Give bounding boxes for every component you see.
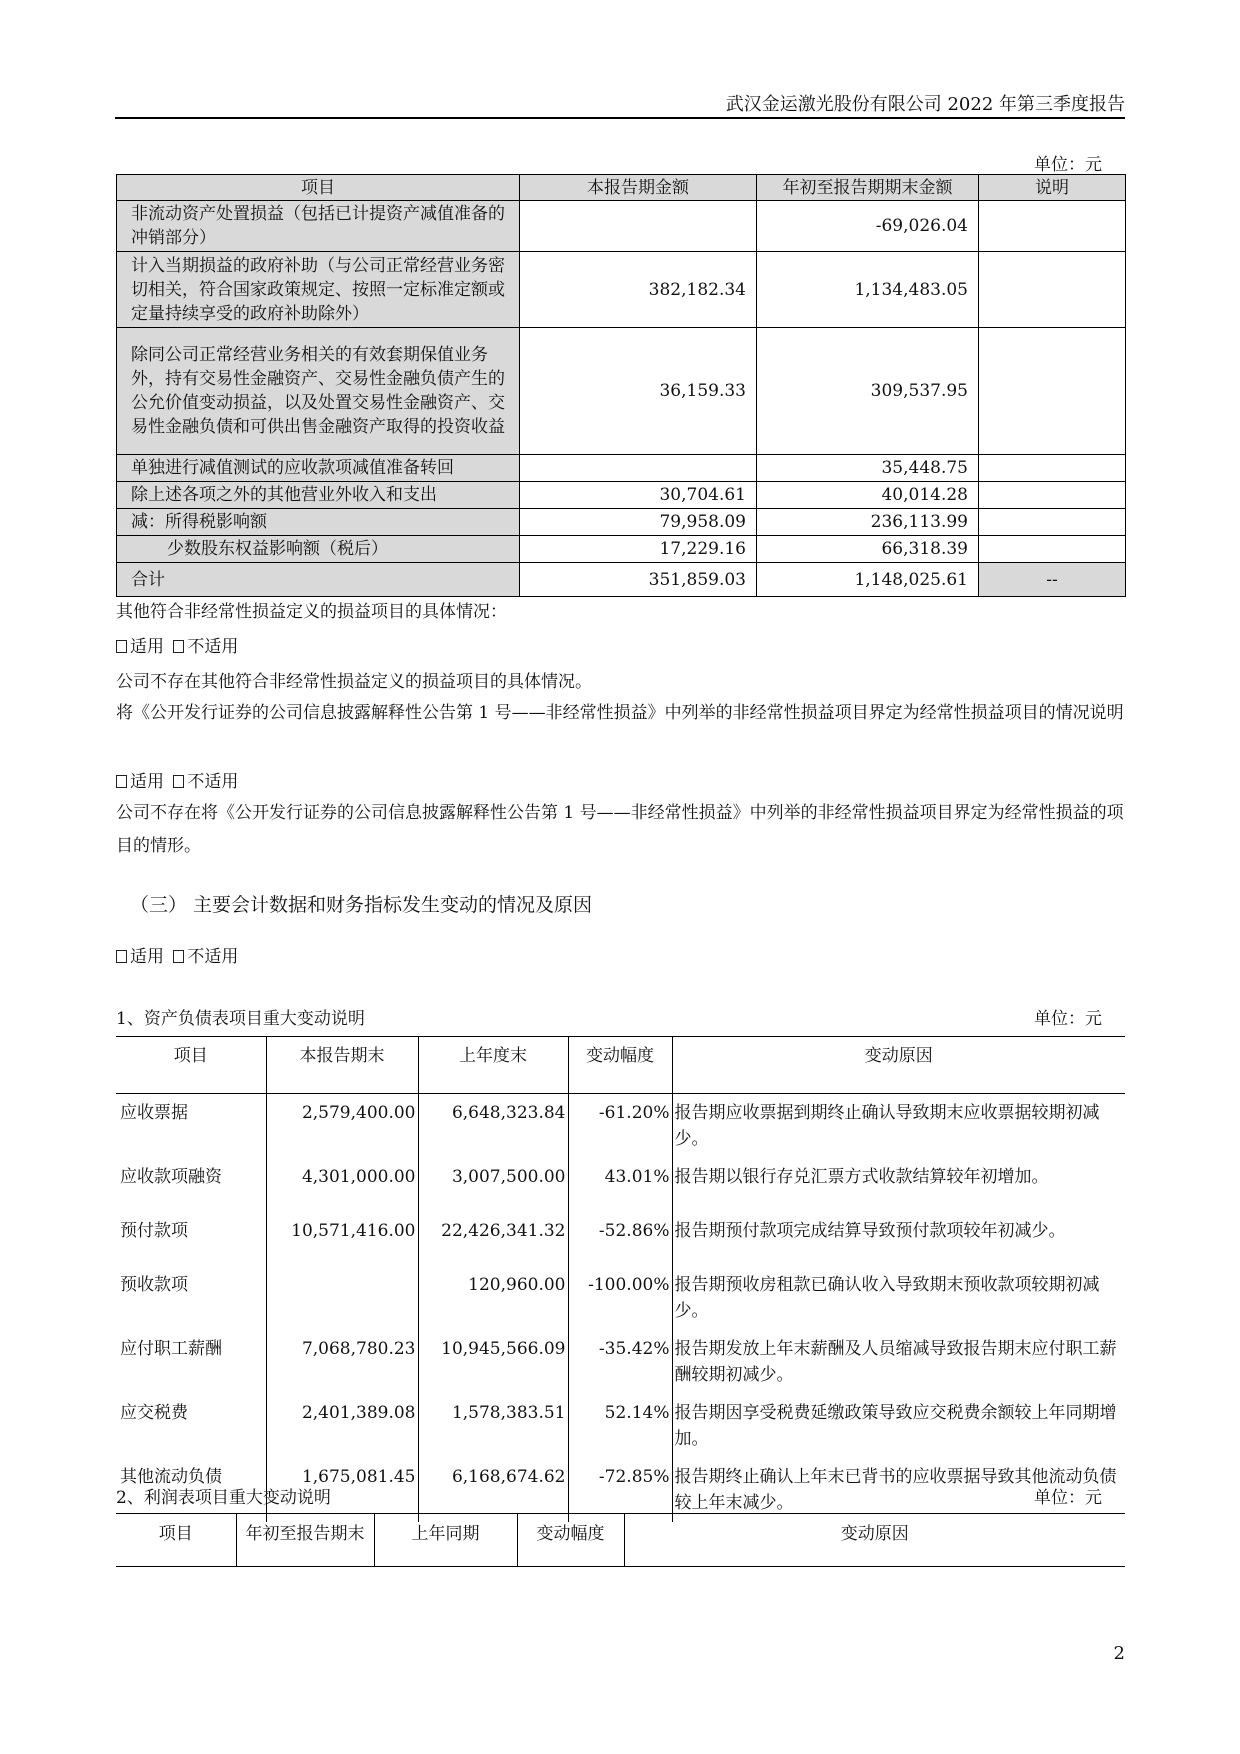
column-header: 变动幅度 bbox=[568, 1037, 672, 1094]
table-row bbox=[116, 1394, 1125, 1458]
table-header-row bbox=[116, 1514, 1125, 1567]
column-header: 变动原因 bbox=[672, 1037, 1125, 1094]
table-row bbox=[116, 1212, 1125, 1266]
not-applicable-label: 不适用 bbox=[187, 637, 239, 657]
row-note bbox=[979, 482, 1126, 509]
table-header-row bbox=[116, 1037, 1125, 1094]
unit-label-table3: 单位：元 bbox=[1034, 1488, 1102, 1508]
row-prior: 6,168,674.62 bbox=[418, 1458, 568, 1522]
paragraph-no-other-items: 公司不存在其他符合非经常性损益定义的损益项目的具体情况。 bbox=[116, 672, 592, 692]
applicability-line-1 bbox=[116, 630, 1126, 664]
row-current: 17,229.16 bbox=[520, 536, 757, 563]
applicability-line-2 bbox=[116, 765, 1126, 799]
row-item: 预收款项 bbox=[120, 1275, 188, 1295]
column-header: 本报告期金额 bbox=[520, 175, 757, 201]
row-current: 10,571,416.00 bbox=[266, 1212, 418, 1266]
row-current bbox=[266, 1266, 418, 1330]
row-note bbox=[979, 201, 1126, 252]
row-reason: 报告期应收票据到期终止确认导致期末应收票据较期初减少。 bbox=[672, 1094, 1125, 1159]
row-current: 7,068,780.23 bbox=[266, 1330, 418, 1394]
row-ytd: 66,318.39 bbox=[757, 536, 979, 563]
row-note bbox=[979, 536, 1126, 563]
row-current: 36,159.33 bbox=[520, 328, 757, 455]
row-item: 预付款项 bbox=[120, 1221, 188, 1241]
table-row bbox=[117, 201, 1126, 252]
paragraph-other-items: 其他符合非经常性损益定义的损益项目的具体情况： bbox=[116, 602, 507, 622]
row-item: 减：所得税影响额 bbox=[117, 509, 520, 536]
checkbox-unchecked-icon bbox=[116, 640, 127, 653]
row-item: 应收款项融资 bbox=[120, 1167, 222, 1187]
row-item: 应交税费 bbox=[120, 1403, 188, 1423]
column-header: 本报告期末 bbox=[266, 1037, 418, 1094]
row-ytd: 35,448.75 bbox=[757, 455, 979, 482]
row-ytd: 1,134,483.05 bbox=[757, 252, 979, 328]
section-3-title: （三） 主要会计数据和财务指标发生变动的情况及原因 bbox=[130, 894, 593, 916]
row-current: 1,675,081.45 bbox=[266, 1458, 418, 1522]
not-applicable-label: 不适用 bbox=[187, 772, 239, 792]
row-current bbox=[520, 455, 757, 482]
checkbox-checked-icon bbox=[173, 775, 184, 788]
column-header: 年初至报告期期末金额 bbox=[757, 175, 979, 201]
row-item: 单独进行减值测试的应收款项减值准备转回 bbox=[117, 455, 520, 482]
row-prior: 3,007,500.00 bbox=[418, 1158, 568, 1212]
row-change: -72.85% bbox=[568, 1458, 672, 1522]
row-reason: 报告期因享受税费延缴政策导致应交税费余额较上年同期增加。 bbox=[672, 1394, 1125, 1458]
table-row bbox=[117, 482, 1126, 509]
row-note bbox=[979, 455, 1126, 482]
row-ytd: 40,014.28 bbox=[757, 482, 979, 509]
row-item: 应收票据 bbox=[120, 1103, 188, 1123]
column-header: 上年度末 bbox=[418, 1037, 568, 1094]
row-ytd: 309,537.95 bbox=[757, 328, 979, 455]
row-current: 2,579,400.00 bbox=[266, 1094, 418, 1159]
row-current: 4,301,000.00 bbox=[266, 1158, 418, 1212]
table-row bbox=[117, 536, 1126, 563]
column-header: 项目 bbox=[116, 1514, 236, 1567]
checkbox-checked-icon bbox=[173, 640, 184, 653]
balance-sheet-changes-table bbox=[116, 1036, 1125, 1522]
column-header: 上年同期 bbox=[374, 1514, 517, 1567]
row-current: 351,859.03 bbox=[520, 563, 757, 597]
applicability-line-3 bbox=[116, 940, 1126, 974]
row-item: 应付职工薪酬 bbox=[120, 1339, 222, 1359]
row-item: 计入当期损益的政府补助（与公司正常经营业务密切相关，符合国家政策规定、按照一定标准定额或定量持续享受的政府补助除外） bbox=[117, 252, 520, 328]
header-rule bbox=[115, 117, 1125, 119]
row-change: -52.86% bbox=[568, 1212, 672, 1266]
row-change: 43.01% bbox=[568, 1158, 672, 1212]
row-item: 除同公司正常经营业务相关的有效套期保值业务外，持有交易性金融资产、交易性金融负债产生的公允价值变动损益，以及处置交易性金融资产、交易性金融负债和可供出售金融资产取得的投资收益 bbox=[117, 328, 520, 455]
row-item: 其他流动负债 bbox=[120, 1467, 222, 1487]
row-current bbox=[520, 201, 757, 252]
row-current: 30,704.61 bbox=[520, 482, 757, 509]
table-row bbox=[117, 455, 1126, 482]
report-header-title: 武汉金运激光股份有限公司 2022 年第三季度报告 bbox=[725, 94, 1125, 115]
column-header: 变动幅度 bbox=[517, 1514, 624, 1567]
row-note: -- bbox=[979, 563, 1126, 597]
checkbox-unchecked-icon bbox=[116, 775, 127, 788]
row-change: -35.42% bbox=[568, 1330, 672, 1394]
table-row bbox=[117, 328, 1126, 455]
row-prior: 22,426,341.32 bbox=[418, 1212, 568, 1266]
column-header: 项目 bbox=[116, 1037, 266, 1094]
row-ytd: 236,113.99 bbox=[757, 509, 979, 536]
row-ytd: 1,148,025.61 bbox=[757, 563, 979, 597]
table-header-row bbox=[117, 175, 1126, 201]
applicable-label: 适用 bbox=[130, 772, 164, 792]
row-reason: 报告期预付款项完成结算导致预付款项较年初减少。 bbox=[672, 1212, 1125, 1266]
table-row bbox=[116, 1094, 1125, 1159]
row-note bbox=[979, 328, 1126, 455]
row-prior: 6,648,323.84 bbox=[418, 1094, 568, 1159]
page-number: 2 bbox=[1113, 1643, 1125, 1664]
row-reason: 报告期终止确认上年末已背书的应收票据导致其他流动负债较上年末减少。 bbox=[672, 1458, 1125, 1522]
row-change: -100.00% bbox=[568, 1266, 672, 1330]
row-item: 合计 bbox=[117, 563, 520, 597]
unit-label-table2: 单位：元 bbox=[1034, 1009, 1102, 1029]
row-prior: 10,945,566.09 bbox=[418, 1330, 568, 1394]
row-change: 52.14% bbox=[568, 1394, 672, 1458]
table-row bbox=[116, 1266, 1125, 1330]
table-row bbox=[117, 252, 1126, 328]
income-statement-changes-table bbox=[116, 1513, 1125, 1567]
row-note bbox=[979, 509, 1126, 536]
table-total-row bbox=[117, 563, 1126, 597]
table-row bbox=[116, 1158, 1125, 1212]
not-applicable-label: 不适用 bbox=[187, 947, 239, 967]
income-statement-caption: 2、利润表项目重大变动说明 bbox=[116, 1488, 331, 1508]
table-row bbox=[117, 509, 1126, 536]
paragraph-reclassification-note: 将《公开发行证券的公司信息披露解释性公告第 1 号——非经常性损益》中列举的非经常性损益项目界定为经常性损益项目的情况说明 bbox=[116, 703, 1124, 723]
row-change: -61.20% bbox=[568, 1094, 672, 1159]
balance-sheet-caption: 1、资产负债表项目重大变动说明 bbox=[116, 1009, 365, 1029]
column-header: 说明 bbox=[979, 175, 1126, 201]
column-header: 变动原因 bbox=[624, 1514, 1125, 1567]
row-note bbox=[979, 252, 1126, 328]
column-header: 项目 bbox=[117, 175, 520, 201]
row-current: 2,401,389.08 bbox=[266, 1394, 418, 1458]
row-item: 非流动资产处置损益（包括已计提资产减值准备的冲销部分） bbox=[117, 201, 520, 252]
row-item: 除上述各项之外的其他营业外收入和支出 bbox=[117, 482, 520, 509]
row-prior: 120,960.00 bbox=[418, 1266, 568, 1330]
row-reason: 报告期发放上年末薪酬及人员缩减导致报告期末应付职工薪酬较期初减少。 bbox=[672, 1330, 1125, 1394]
row-current: 382,182.34 bbox=[520, 252, 757, 328]
row-current: 79,958.09 bbox=[520, 509, 757, 536]
row-reason: 报告期预收房租款已确认收入导致期末预收款项较期初减少。 bbox=[672, 1266, 1125, 1330]
row-ytd: -69,026.04 bbox=[757, 201, 979, 252]
row-item: 少数股东权益影响额（税后） bbox=[117, 536, 520, 563]
row-reason: 报告期以银行存兑汇票方式收款结算较年初增加。 bbox=[672, 1158, 1125, 1212]
column-header: 年初至报告期末 bbox=[236, 1514, 374, 1567]
non-recurring-gains-table bbox=[116, 174, 1126, 597]
checkbox-unchecked-icon bbox=[173, 950, 184, 963]
applicable-label: 适用 bbox=[130, 637, 164, 657]
checkbox-checked-icon bbox=[116, 950, 127, 963]
unit-label-table1: 单位：元 bbox=[1034, 155, 1102, 175]
row-prior: 1,578,383.51 bbox=[418, 1394, 568, 1458]
applicable-label: 适用 bbox=[130, 947, 164, 967]
paragraph-no-reclassification: 公司不存在将《公开发行证券的公司信息披露解释性公告第 1 号——非经常性损益》中列举的非经常性损益项目界定为经常性损益的项目的情形。 bbox=[116, 803, 1124, 856]
table-row bbox=[116, 1330, 1125, 1394]
